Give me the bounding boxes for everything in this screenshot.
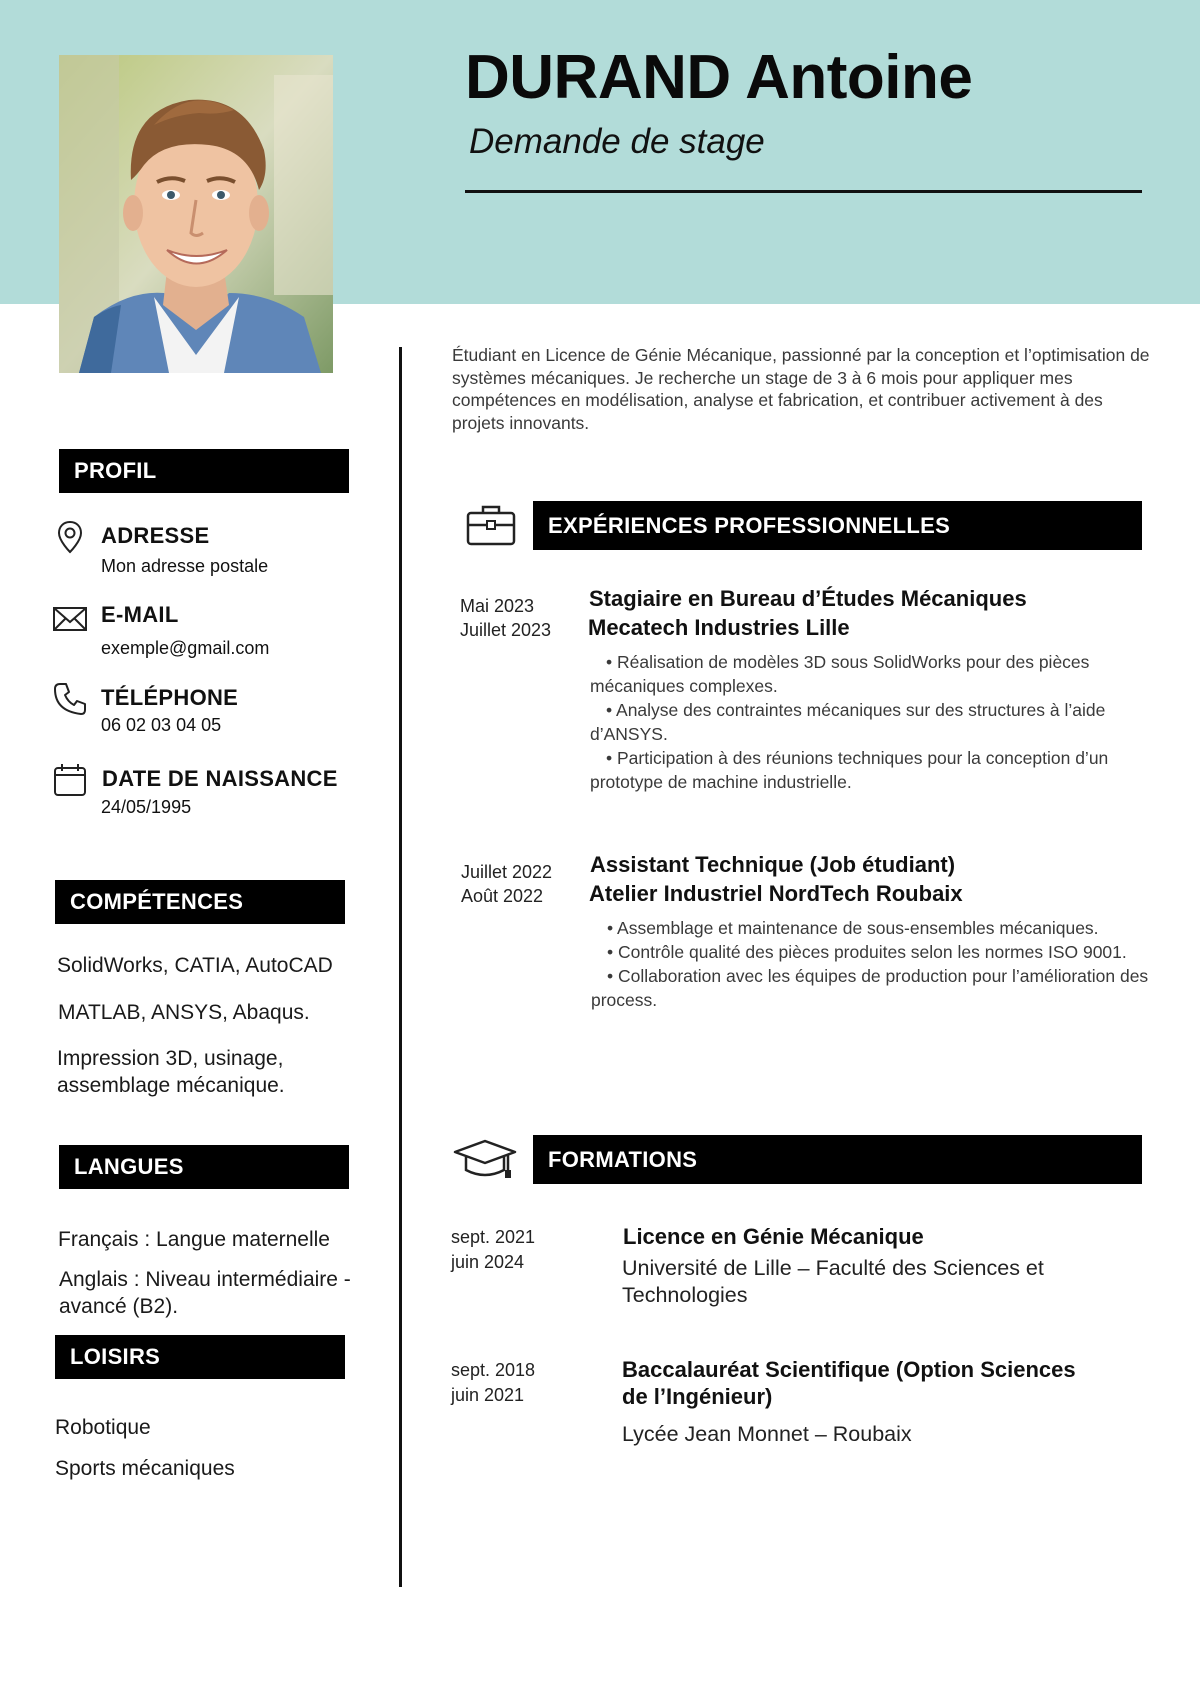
envelope-icon xyxy=(52,600,88,636)
title-divider xyxy=(465,190,1142,193)
profile-photo xyxy=(59,55,333,373)
phone-value[interactable]: 06 02 03 04 05 xyxy=(101,715,222,735)
skill-item: SolidWorks, CATIA, AutoCAD xyxy=(57,954,333,977)
languages-heading: LANGUES xyxy=(59,1145,349,1189)
address-label: ADRESSE xyxy=(101,523,210,548)
education-title: Licence en Génie Mécanique xyxy=(623,1224,924,1249)
education-title: Baccalauréat Scientifique (Option Sciences de l’Ingénieur) xyxy=(622,1357,1076,1409)
skills-heading: COMPÉTENCES xyxy=(55,880,345,924)
education-school: Lycée Jean Monnet – Roubaix xyxy=(622,1422,912,1446)
candidate-name: DURAND Antoine xyxy=(465,43,973,112)
experience-bullets xyxy=(590,650,1145,794)
phone-label: TÉLÉPHONE xyxy=(101,685,239,710)
experience-bullet: • Réalisation de modèles 3D sous SolidWorks pour des pièces mécaniques complexes. xyxy=(590,652,1090,696)
hobby-item: Sports mécaniques xyxy=(55,1457,235,1480)
language-item: Anglais : Niveau intermédiaire -avancé (B2). xyxy=(59,1268,351,1318)
experience-heading: EXPÉRIENCES PROFESSIONNELLES xyxy=(533,501,1142,550)
experience-start-date: Juillet 2022 xyxy=(461,862,553,882)
calendar-icon xyxy=(52,762,88,798)
education-start-date: sept. 2021 xyxy=(451,1227,536,1247)
experience-title: Stagiaire en Bureau d’Études Mécaniques xyxy=(589,586,1027,611)
experience-end-date: Août 2022 xyxy=(461,886,544,906)
education-end-date: juin 2024 xyxy=(451,1252,525,1272)
skill-item: MATLAB, ANSYS, Abaqus. xyxy=(58,1001,310,1024)
experience-end-date: Juillet 2023 xyxy=(460,620,552,640)
education-school: Université de Lille – Faculté des Sciences et Technologies xyxy=(622,1256,1044,1307)
skill-item: Impression 3D, usinage, assemblage mécanique. xyxy=(57,1047,285,1097)
profile-summary: Étudiant en Licence de Génie Mécanique, passionné par la conception et l’optimisation de systèmes mécaniques. Je recherche un stage de 3 à 6 mois pour appliquer mes compétences en modélisation, analyse et fabrication, et contribuer activement à des projets innovants. xyxy=(452,345,1150,433)
email-value[interactable]: exemple@gmail.com xyxy=(101,638,270,658)
education-end-date: juin 2021 xyxy=(451,1385,525,1405)
column-divider xyxy=(399,347,402,1587)
experience-company: Atelier Industriel NordTech Roubaix xyxy=(589,881,963,906)
address-value: Mon adresse postale xyxy=(101,556,269,576)
language-item: Français : Langue maternelle xyxy=(58,1228,330,1251)
experience-bullet: • Participation à des réunions techniques pour la conception d’un prototype de machine industrielle. xyxy=(590,748,1109,792)
location-pin-icon xyxy=(52,519,88,555)
experience-title: Assistant Technique (Job étudiant) xyxy=(590,852,956,877)
email-label: E-MAIL xyxy=(101,602,179,627)
briefcase-icon xyxy=(465,503,517,547)
experience-bullets xyxy=(591,916,1151,1012)
education-start-date: sept. 2018 xyxy=(451,1360,536,1380)
profile-heading: PROFIL xyxy=(59,449,349,493)
birthdate-value: 24/05/1995 xyxy=(101,797,192,817)
education-heading: FORMATIONS xyxy=(533,1135,1142,1184)
birthdate-label: DATE DE NAISSANCE xyxy=(102,766,338,791)
graduation-cap-icon xyxy=(452,1138,518,1184)
phone-icon xyxy=(52,681,88,717)
experience-start-date: Mai 2023 xyxy=(460,596,535,616)
experience-company: Mecatech Industries Lille xyxy=(588,615,850,640)
candidate-subtitle: Demande de stage xyxy=(469,122,765,161)
experience-bullet: • Collaboration avec les équipes de production pour l’amélioration des process. xyxy=(591,966,1149,1010)
hobbies-heading: LOISIRS xyxy=(55,1335,345,1379)
hobby-item: Robotique xyxy=(55,1416,151,1439)
experience-bullet: • Assemblage et maintenance de sous-ensembles mécaniques. xyxy=(607,918,1099,938)
experience-bullet: • Analyse des contraintes mécaniques sur des structures à l’aide d’ANSYS. xyxy=(590,700,1106,744)
experience-bullet: • Contrôle qualité des pièces produites selon les normes ISO 9001. xyxy=(607,942,1127,962)
